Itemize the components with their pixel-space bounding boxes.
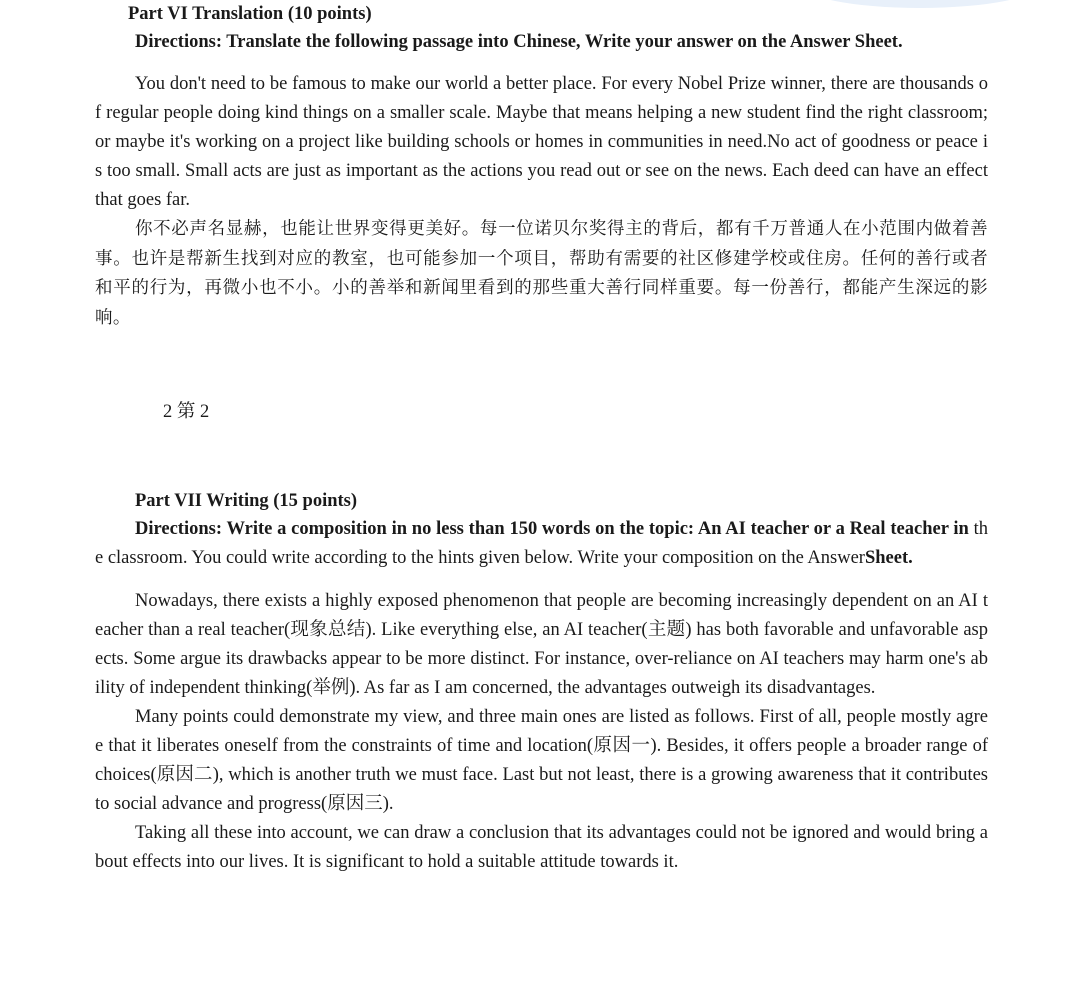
- part6-section: [95, 0, 988, 333]
- part7-title: Part VII Writing (15 points): [135, 491, 358, 511]
- part7-directions-text: the classroom. You could write according to the hints given below. Write your composition on the Answer: [95, 519, 988, 568]
- part6-directions: Directions: Translate the following passage into Chinese, Write your answer on the Answer Sheet.: [135, 32, 903, 52]
- part7-paragraph-2: Many points could demonstrate my view, and three main ones are listed as follows. First of all, people mostly agree that it liberates oneself from the constraints of time and location(原因一). Besides, it offers people a broader range of choices(原因二), which is another truth we must face. Last but not least, there is a growing awareness that it contributes to social advance and progress(原因三).: [95, 707, 988, 814]
- part6-title: Part VI Translation (10 points): [128, 4, 372, 24]
- part7-paragraph-3: Taking all these into account, we can draw a conclusion that its advantages could not be ignored and would bring about effects into our lives. It is significant to hold a suitable attitude towards it.: [95, 823, 988, 872]
- part6-passage-zh: 你不必声名显赫，也能让世界变得更美好。每一位诺贝尔奖得主的背后，都有千万普通人在小范围内做着善事。也许是帮新生找到对应的教室，也可能参加一个项目，帮助有需要的社区修建学校或住房。任何的善行或者和平的行为，再微小也不小。小的善举和新闻里看到的那些重大善行同样重要。每一份善行，都能产生深远的影响。: [95, 219, 988, 328]
- part7-directions: [95, 515, 988, 573]
- page-marker: 2 第 2: [163, 402, 210, 422]
- part6-passage-en: You don't need to be famous to make our world a better place. For every Nobel Prize winner, there are thousands of regular people doing kind things on a smaller scale. Maybe that means helping a new student find the right classroom; or maybe it's working on a project like building schools or homes in communities in need.No act of goodness or peace is too small. Small acts are just as important as the actions you read out or see on the news. Each deed can have an effect that goes far.: [95, 74, 988, 210]
- part7-paragraph-1: Nowadays, there exists a highly exposed phenomenon that people are becoming increasingly dependent on an AI teacher than a real teacher(现象总结). Like everything else, an AI teacher(主题) has both favorable and unfavorable aspects. Some argue its drawbacks appear to be more distinct. For instance, over-reliance on AI teachers may harm one's ability of independent thinking(举例). As far as I am concerned, the advantages outweigh its disadvantages.: [95, 591, 988, 698]
- part7-directions-sheet: Sheet.: [864, 548, 913, 568]
- part7-section: [95, 487, 988, 877]
- part7-directions-bold: Directions: Write a composition in no less than 150 words on the topic: An AI teacher or a Real teacher in: [135, 519, 969, 539]
